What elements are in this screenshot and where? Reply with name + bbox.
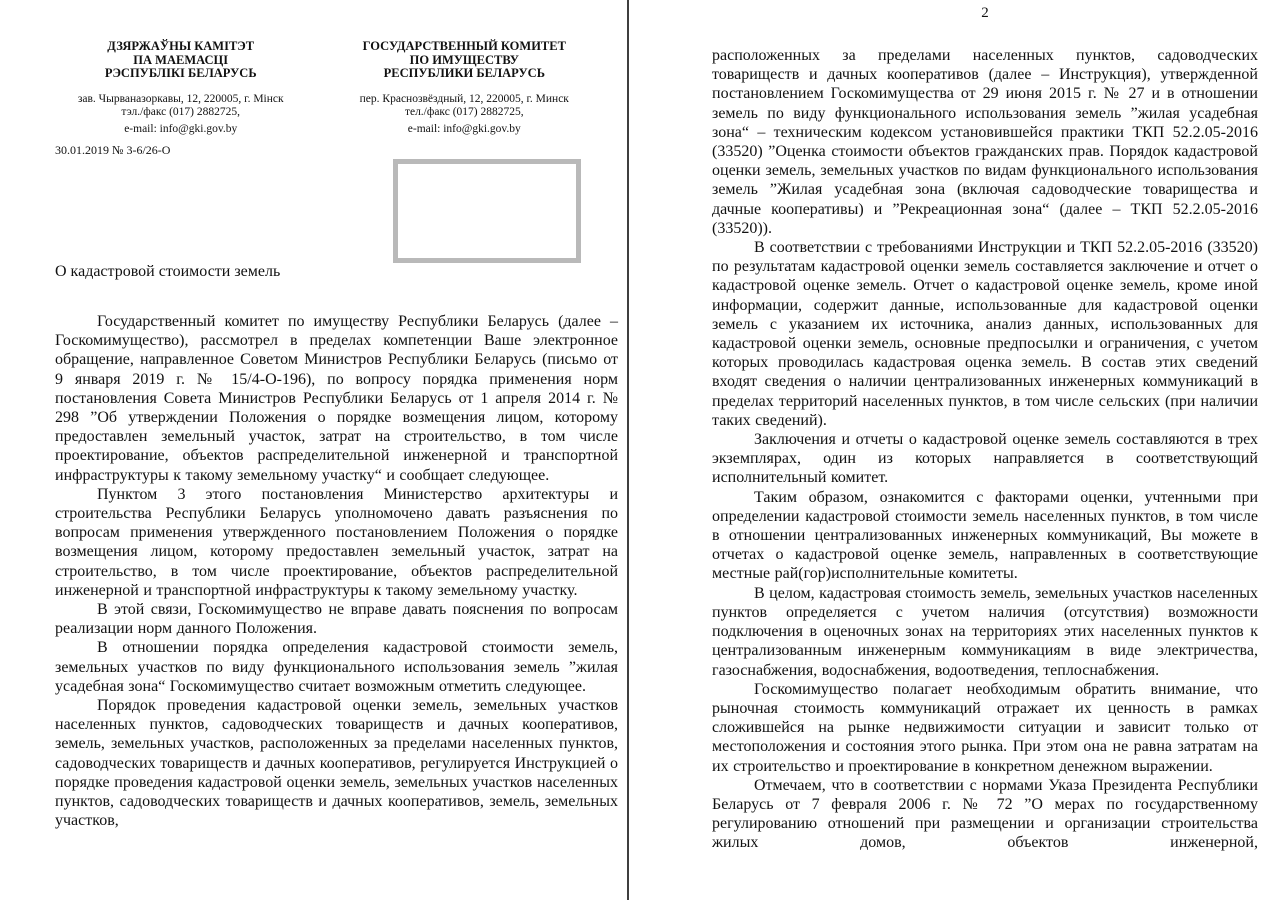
paragraph: Заключения и отчеты о кадастровой оценке земель составляются в трех экземплярах, один из которых направляется в соответствующий исполнительный комитет. <box>712 431 1258 487</box>
email-line: e-mail: info@gki.gov.by <box>407 122 521 135</box>
address-block <box>55 93 306 137</box>
org-name-line: ГОСУДАРСТВЕННЫЙ КОМИТЕТ <box>362 39 566 53</box>
phone-fax-line: тэл./факс (017) 2882725, <box>121 106 241 118</box>
page-1-body <box>55 312 618 830</box>
page-2 <box>712 0 1258 853</box>
letterhead-russian <box>339 40 590 136</box>
page-divider <box>627 0 629 900</box>
page-number: 2 <box>981 5 989 21</box>
letterhead-belarusian <box>55 40 306 136</box>
paragraph: Таким образом, ознакомится с факторами оценки, учтенными при определении кадастровой стоимости земель населенных пунктов, в том числе в отношении централизованных инженерных коммуникаций, Вы можете в отчетах о кадастровой оценке земель, направленных в соответствующие местные рай(гор)исполнительные комитеты. <box>712 488 1258 583</box>
paragraph: В соответствии с требованиями Инструкции и ТКП 52.2.05-2016 (33520) по результатам кадастровой оценки земель составляется заключение и отчет о кадастровой оценке земель. Отчет о кадастровой оценке земель, кроме иной информации, содержит данные, использованные для кадастровой оценки земель с указанием их источника, анализ данных, использованных для кадастровой оценки земель, основные предпосылки и ограничения, с учетом которых проводилась кадастровая оценка земель. В состав этих сведений входят сведения о наличии централизованных инженерных коммуникаций в пределах территорий населенных пунктов, в том числе сельских (при наличии таких сведений). <box>712 239 1258 429</box>
org-name-line: РЕСПУБЛИКИ БЕЛАРУСЬ <box>383 66 545 80</box>
paragraph: Порядок проведения кадастровой оценки земель, земельных участков населенных пунктов, садоводческих товариществ и дачных кооперативов, земель, земельных участков, расположенных за пределами населенных пунктов, садоводческих товариществ и дачных кооперативов, регулируется Инструкцией о порядке проведения кадастровой оценки земель, земельных участков населенных пунктов, садоводческих товариществ и дачных кооперативов, земель, земельных участков, <box>55 697 618 830</box>
page-1 <box>55 0 618 830</box>
letterhead <box>55 0 590 136</box>
paragraph: В целом, кадастровая стоимость земель, земельных участков населенных пунктов определяется с учетом наличия (отсутствия) возможности подключения в оценочных зонах на территориях этих населенных пунктов к централизованным инженерным коммуникациям в виде электричества, газоснабжения, водоснабжения, водоотведения, теплоснабжения. <box>712 584 1258 679</box>
phone-fax-line: тел./факс (017) 2882725, <box>404 106 524 118</box>
paragraph: Госкомимущество полагает необходимым обратить внимание, что рыночная стоимость коммуникаций отражает их ценность в рамках сложившейся на рынке недвижимости ситуации и зависит только от местоположения и состояния этого рынка. При этом она не равна затратам на их строительство и проектирование в конкретном денежном выражении. <box>712 680 1258 775</box>
paragraph: В отношении порядка определения кадастровой стоимости земель, земельных участков по виду функционального использования земель ”жилая усадебная зона“ Госкомимущество считает возможным отметить следующее. <box>55 639 618 695</box>
stamp-placeholder-box <box>393 159 581 263</box>
address-line: зав. Чырваназоркавы, 12, 220005, г. Мінск <box>77 92 284 105</box>
page-2-body <box>712 46 1258 853</box>
email-line: e-mail: info@gki.gov.by <box>124 122 238 135</box>
paragraph: Государственный комитет по имуществу Республики Беларусь (далее – Госкомимущество), рассмотрел в пределах компетенции Ваше электронное обращение, направленное Советом Министров Республики Беларусь (письмо от 9 января 2019 г. № 15/4-О-196), по вопросу порядка применения норм постановления Совета Министров Республики Беларусь от 1 апреля 2014 г. № 298 ”Об утверждении Положения о порядке возмещения лицом, которому предоставлен земельный участок, затрат на строительство, в том числе проектирование, объектов распределительной инженерной и транспортной инфраструктуры к такому земельному участку“ и сообщает следующее. <box>55 313 618 484</box>
paragraph: В этой связи, Госкомимущество не вправе давать пояснения по вопросам реализации норм данного Положения. <box>55 601 618 638</box>
paragraph: Пунктом 3 этого постановления Министерство архитектуры и строительства Республики Беларусь уполномочено давать разъяснения по вопросам применения утвержденного постановлением Положения о порядке возмещения лицом, которому предоставлен земельный участок, затрат на строительство, в том числе проектирование, объектов распределительной инженерной и транспортной инфраструктуры к такому земельному участку. <box>55 485 618 599</box>
reference-date-number: 30.01.2019 № 3-6/26-О <box>55 143 171 157</box>
paragraph: Отмечаем, что в соответствии с нормами Указа Президента Республики Беларусь от 7 февраля 2006 г. № 72 ”О мерах по государственному регулированию отношений при размещении и организации строительства жилых домов, объектов инженерной, <box>712 776 1258 852</box>
paragraph-continuation: расположенных за пределами населенных пунктов, садоводческих товариществ и дачных кооперативов (далее – Инструкция), утвержденной постановлением Госкомимущества от 29 июня 2015 г. № 27 и в отношении земель по виду функционального использования земель ”жилая усадебная зона“ – техническим кодексом установившейся практики ТКП 52.2.05-2016 (33520) ”Оценка стоимости объектов гражданских прав. Порядок кадастровой оценки земель, земельных участков по видам функционального использования земель ”Жилая усадебная зона (включая садоводческие товарищества и дачные кооперативы) и ”Рекреационная зона“ (далее – ТКП 52.2.05-2016 (33520)). <box>712 47 1258 237</box>
org-name-line: РЭСПУБЛІКІ БЕЛАРУСЬ <box>104 66 257 80</box>
org-name-line: ПА МАЕМАСЦІ <box>133 52 229 67</box>
org-name-line: ПО ИМУЩЕСТВУ <box>409 52 519 67</box>
address-block <box>339 93 590 137</box>
subject-line: О кадастровой стоимости земель <box>55 263 281 280</box>
address-line: пер. Краснозвёздный, 12, 220005, г. Минск <box>359 92 569 105</box>
org-name-line: ДЗЯРЖАЎНЫ КАМІТЭТ <box>107 39 255 53</box>
